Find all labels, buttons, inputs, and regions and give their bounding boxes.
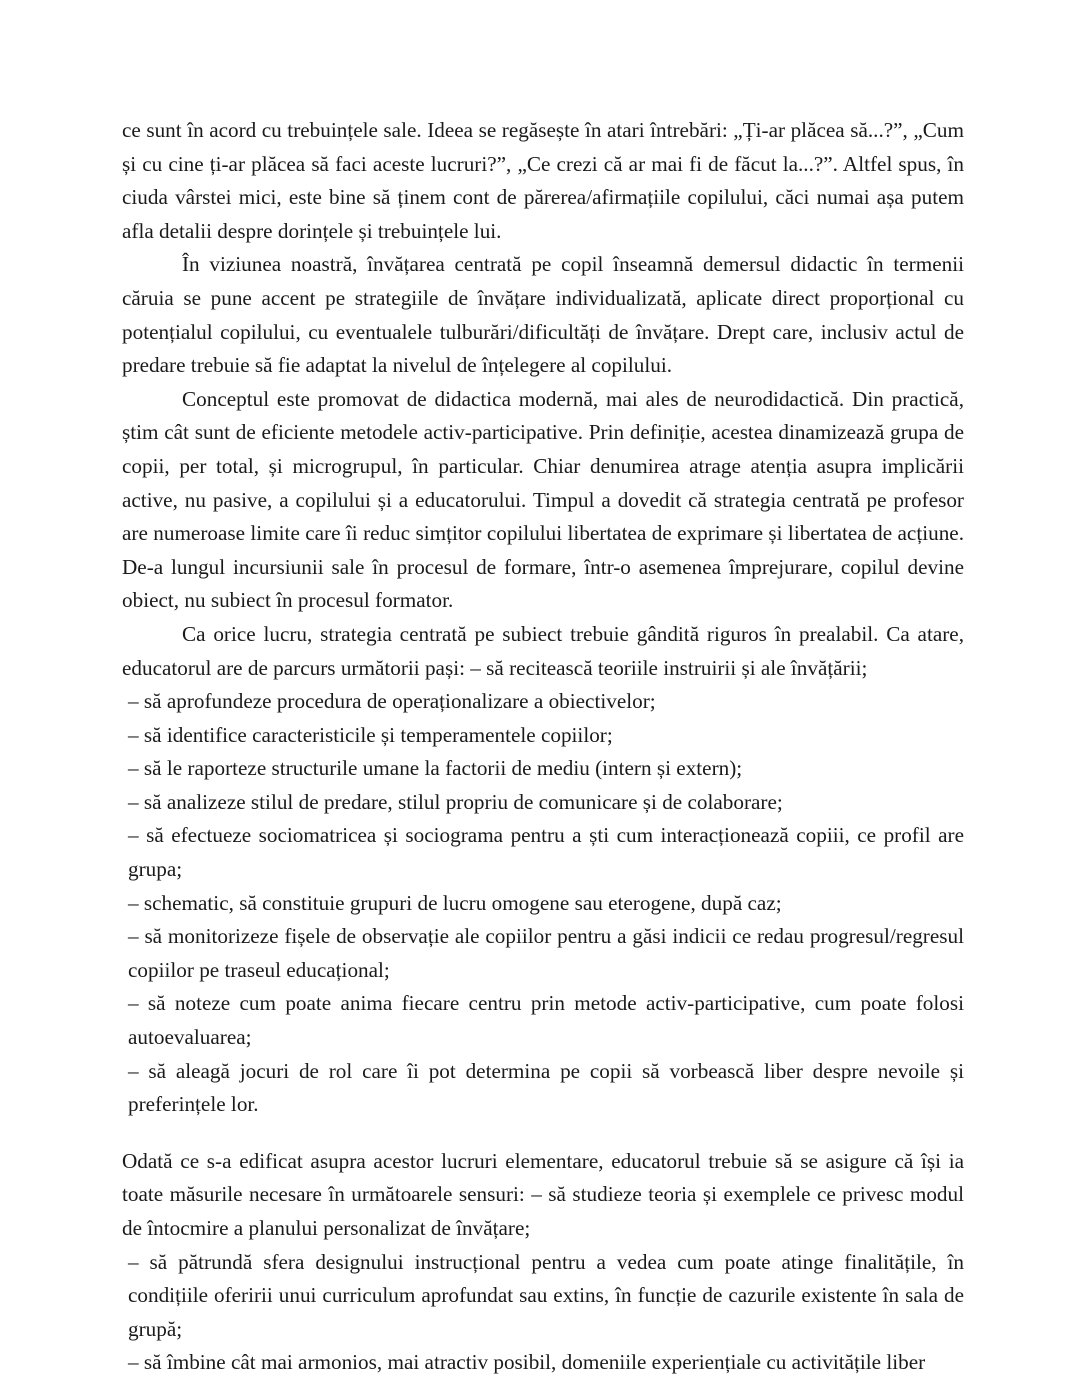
list-item-monitorizeze: – să monitorizeze fișele de observație ale copiilor pentru a găsi indicii ce redau progresul/regresul copiilor pe traseul educațional; <box>128 924 964 982</box>
paragraph-opening-continuation: ce sunt în acord cu trebuințele sale. Ideea se regăsește în atari întrebări: „Ți-ar plăcea să...?”, „Cum și cu cine ți-ar plăcea să faci aceste lucruri?”, „Ce crezi că ar mai fi de făcut la...?”. Altfel spus, în ciuda vârstei mici, este bine să ținem cont de părerea/afirmațiile copilului, căci numai așa putem afla detalii despre dorințele și trebuințele lui. <box>122 118 964 243</box>
list-item-imbine: – să îmbine cât mai armonios, mai atractiv posibil, domeniile experiențiale cu activitățile liber <box>128 1350 926 1375</box>
document-body <box>122 114 964 1380</box>
paragraph-odata-ce: Odată ce s-a edificat asupra acestor lucruri elementare, educatorul trebuie să se asigure că își ia toate măsurile necesare în următoarele sensuri: – să studieze teoria și exemplele ce privesc modul de întocmire a planului personalizat de învățare; <box>122 1148 964 1240</box>
list-item-patrunda: – să pătrundă sfera designului instrucțional pentru a vedea cum poate atinge finalitățile, în condițiile oferirii unui curriculum aprofundat sau extins, în funcție de cazurile existente în sala de grupă; <box>128 1249 964 1341</box>
list-item-schematic: – schematic, să constituie grupuri de lucru omogene sau eterogene, după caz; <box>128 890 782 915</box>
list-item-identifice: – să identifice caracteristicile și temperamentele copiilor; <box>128 722 613 747</box>
paragraph-strategia-centrata: Ca orice lucru, strategia centrată pe subiect trebuie gândită riguros în prealabil. Ca atare, educatorul are de parcurs următorii pași: – să recitească teoriile instruirii și ale învățării; <box>122 621 964 680</box>
list-item-analizeze: – să analizeze stilul de predare, stilul propriu de comunicare și de colaborare; <box>128 789 783 814</box>
list-item-raporteze: – să le raporteze structurile umane la factorii de mediu (intern și extern); <box>128 756 743 781</box>
paragraph-viziunea-noastra: În viziunea noastră, învățarea centrată pe copil înseamnă demersul didactic în termenii căruia se pune accent pe strategiile de învățare individualizată, aplicate direct proporțional cu potențialul copilului, cu eventualele tulburări/dificultăți de învățare. Drept care, inclusiv actul de predare trebuie să fie adaptat la nivelul de înțelegere al copilului. <box>122 252 964 378</box>
list-item-aprofundeze: – să aprofundeze procedura de operaționalizare a obiectivelor; <box>128 689 656 714</box>
list-item-aleaga: – să aleagă jocuri de rol care îi pot determina pe copii să vorbească liber despre nevoile și preferințele lor. <box>128 1058 964 1117</box>
paragraph-conceptul-promovat: Conceptul este promovat de didactica modernă, mai ales de neurodidactică. Din practică, știm cât sunt de eficiente metodele activ-participative. Prin definiție, acestea dinamizează grupa de copii, per total, și microgrupul, în particular. Chiar denumirea atrage atenția asupra implicării active, nu pasive, a copilului și a educatorului. Timpul a dovedit că strategia centrată pe profesor are numeroase limite care îi reduc simțitor copilului libertatea de exprimare și libertatea de acțiune. De-a lungul incursiunii sale în procesul de formare, într-o asemenea împrejurare, copilul devine obiect, nu subiect în procesul formator. <box>122 386 964 613</box>
list-item-noteze: – să noteze cum poate anima fiecare centru prin metode activ-participative, cum poate folosi autoevaluarea; <box>128 991 964 1050</box>
list-item-efectueze: – să efectueze sociomatricea și sociograma pentru a ști cum interacționează copiii, ce profil are grupa; <box>128 823 964 882</box>
